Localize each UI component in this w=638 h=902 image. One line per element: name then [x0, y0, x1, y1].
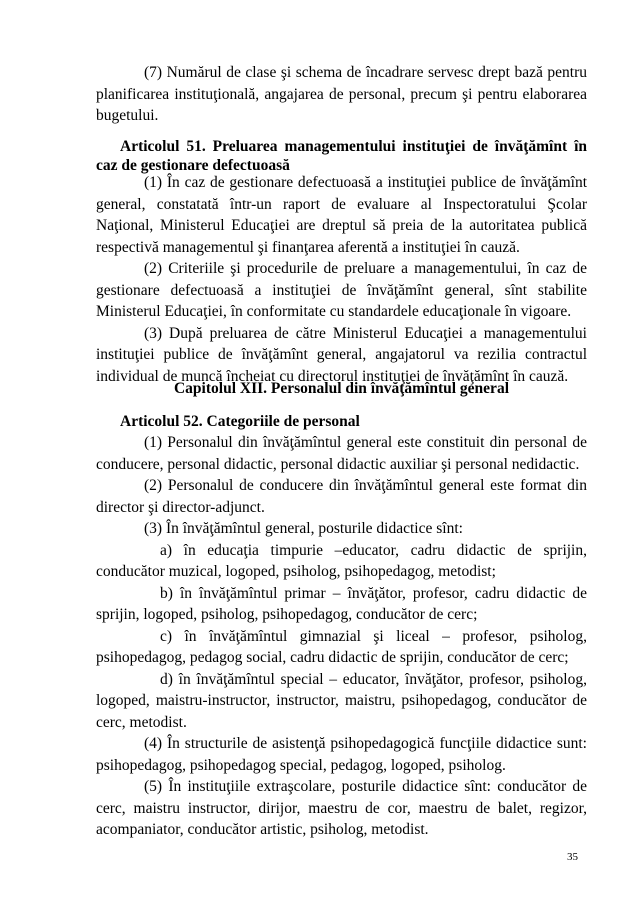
page-number: 35	[567, 851, 578, 863]
article-51-paragraph-3: (3) După preluarea de către Ministerul Educaţiei a managementului instituţiei publice de învăţămînt general, angajatorul va rezilia contractul individual de muncă încheiat cu directorul instituţiei de învăţămînt în cauză.	[96, 324, 587, 385]
article-52-paragraph-4: (4) În structurile de asistenţă psihopedagogică funcţiile didactice sunt: psihopedagog, psihopedagog special, pedagog, logoped, psiholog.	[96, 735, 587, 774]
article-51-paragraph-2: (2) Criteriile şi procedurile de preluare a managementului, în caz de gestionare defectuoasă a instituţiei de învăţămînt general, sînt stabilite Ministerul Educaţiei, în conformitate cu standardele educaţionale în vigoare.	[96, 260, 587, 320]
article-52-item-c: c) în învăţămîntul gimnazial şi liceal – profesor, psiholog, psihopedagog, pedagog social, cadru didactic de sprijin, conducător de cerc;	[96, 627, 587, 666]
article-52-item-a: a) în educaţia timpurie –educator, cadru didactic de sprijin, conducător muzical, logoped, psiholog, psihopedagog, metodist;	[96, 541, 587, 580]
article-52-item-d: d) în învăţămîntul special – educator, învăţător, profesor, psiholog, logoped, maistru-instructor, instructor, maistru, psihopedagog, conducător de cerc, metodist.	[96, 670, 587, 731]
article-51-paragraph-1: (1) În caz de gestionare defectuoasă a instituţiei publice de învăţămînt general, constatată într-un raport de evaluare al Inspectoratului Şcolar Naţional, Ministerul Educaţiei are dreptul să preia de la autoritatea publică respectivă managementul şi finanţarea aferentă a instituţiei în cauză.	[96, 174, 587, 256]
article-52-body	[96, 432, 587, 841]
article-52-paragraph-2: (2) Personalul de conducere din învăţămîntul general este format din director şi director-adjunct.	[96, 477, 587, 516]
article-51-heading: Articolul 51. Preluarea managementului instituţiei de învăţămînt în caz de gestionare defectuoasă	[96, 138, 587, 174]
article-52-heading: Articolul 52. Categoriile de personal	[120, 413, 360, 430]
article-51-body	[96, 172, 587, 387]
chapter-title: Capitolul XII. Personalul din învăţămîntul general	[173, 380, 509, 397]
article-50-paragraph-7-block	[96, 62, 587, 127]
chapter-title-block	[96, 378, 587, 400]
article-52-item-b: b) în învăţămîntul primar – învăţător, profesor, cadru didactic de sprijin, logoped, psiholog, psihopedagog, conducător de cerc;	[96, 584, 587, 623]
article-52-heading-block	[96, 411, 587, 433]
article-52-paragraph-1: (1) Personalul din învăţămîntul general este constituit din personal de conducere, personal didactic, personal didactic auxiliar şi personal nedidactic.	[96, 434, 587, 473]
article-52-paragraph-3: (3) În învăţămîntul general, posturile didactice sînt:	[144, 520, 463, 537]
article-52-paragraph-5: (5) În instituţiile extraşcolare, posturile didactice sînt: conducător de cerc, maistru instructor, dirijor, maestru de cor, maestru de balet, regizor, acompaniator, conducător artistic, psiholog, metodist.	[96, 778, 587, 838]
article-50-paragraph-7: (7) Numărul de clase şi schema de încadrare servesc drept bază pentru planificarea instituţională, angajarea de personal, precum şi pentru elaborarea bugetului.	[96, 64, 587, 124]
article-51-heading-block	[96, 137, 587, 175]
